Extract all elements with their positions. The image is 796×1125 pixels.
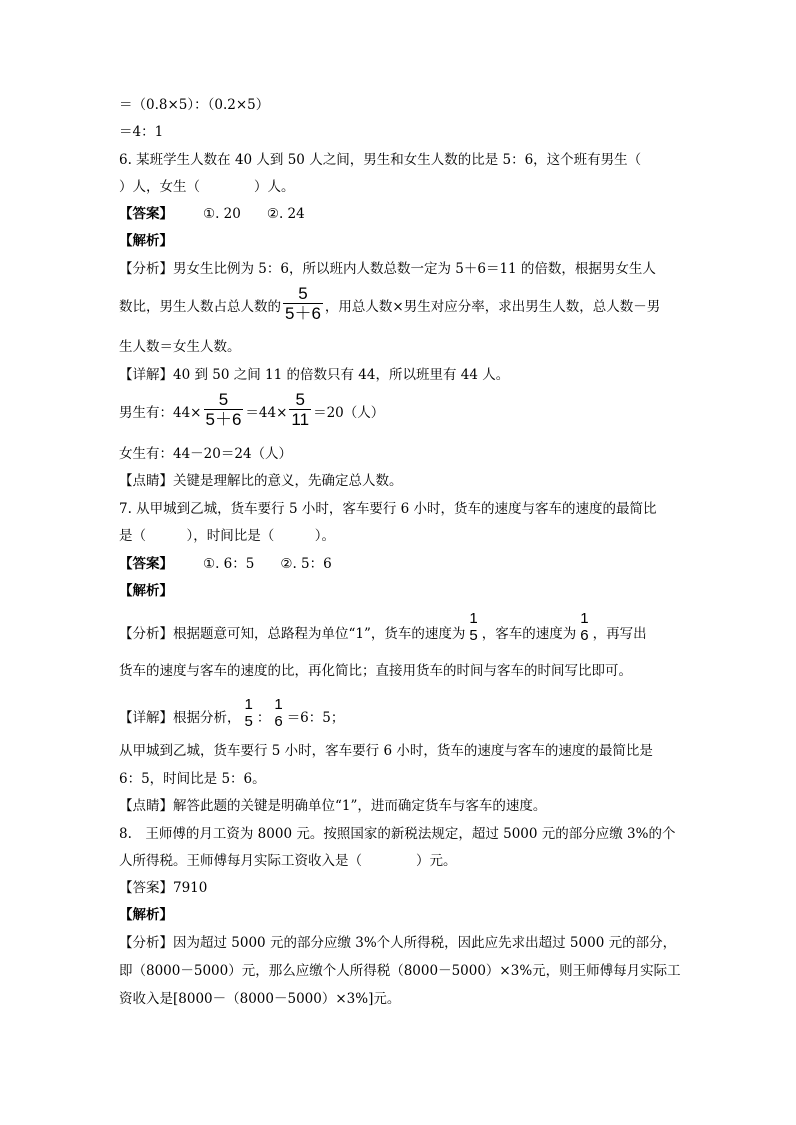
analysis-7-line-2: 货车的速度与客车的速度的比，再化简比；直接用货车的时间与客车的时间写比即可。	[119, 663, 632, 679]
fraction-denominator: 5＋6	[205, 410, 242, 429]
answer-label: 【答案】	[119, 556, 173, 572]
detail-6: 【详解】40 到 50 之间 11 的倍数只有 44，所以班里有 44 人。	[119, 367, 510, 383]
detail-7-line-1	[119, 695, 345, 736]
analysis-8-line-1: 【分析】因为超过 5000 元的部分应缴 3%个人所得税，因此应先求出超过 5000 元的部分，	[119, 935, 677, 951]
ratio-colon: ：	[256, 710, 271, 726]
analysis-8-line-2: 即（8000－5000）元，那么应缴个人所得税（8000－5000）×3%元，则王师傅每月实际工	[119, 963, 681, 979]
fraction-1-over-5	[467, 610, 479, 644]
detail-7-line-3: 6：5，时间比是 5：6。	[119, 771, 266, 787]
boys-text: 男生有：44×	[119, 405, 202, 421]
key-point-6: 【点睛】关键是理解比的意义，先确定总人数。	[119, 473, 403, 489]
fraction-numerator: 5	[298, 284, 308, 303]
fraction-numerator: 1	[274, 695, 283, 713]
question-8-line-1: 8. 王师傅的月工资为 8000 元。按照国家的新税法规定，超过 5000 元的部分应缴 3%的个	[119, 826, 676, 842]
fraction-denominator: 5＋6	[285, 304, 321, 323]
fraction-numerator: 5	[295, 390, 305, 409]
analysis-6-line-2	[119, 284, 661, 327]
fraction-5-over-5-plus-6-b	[204, 390, 244, 429]
boys-text-mid: ＝44×	[245, 405, 288, 421]
detail-7-text-end: ＝6：5；	[286, 710, 345, 726]
answer-6-part-2: ②. 24	[266, 206, 305, 222]
answer-6	[119, 205, 305, 223]
fraction-numerator: 1	[469, 609, 478, 627]
calc-line-2: ＝4：1	[119, 124, 164, 140]
fraction-1-over-5-b	[243, 696, 255, 730]
fraction-numerator: 1	[244, 695, 253, 713]
fraction-1-over-6-b	[272, 696, 284, 730]
fraction-5-over-11	[289, 390, 311, 429]
fraction-5-over-5-plus-6	[283, 284, 323, 323]
fraction-denominator: 5	[469, 626, 478, 644]
girls-count-line: 女生有：44－20＝24（人）	[119, 446, 293, 462]
analysis-7-text: 【分析】根据题意可知，总路程为单位“1”，货车的速度为	[119, 626, 466, 642]
answer-label: 【答案】	[119, 206, 173, 222]
question-6-line-1: 6. 某班学生人数在 40 人到 50 人之间，男生和女生人数的比是 5：6，这个班有男生（	[119, 152, 642, 168]
analysis-6-line-2-text-end: ，用总人数×男生对应分率，求出男生人数，总人数－男	[324, 299, 661, 315]
analysis-label-6: 【解析】	[119, 233, 173, 249]
fraction-denominator: 11	[291, 410, 310, 429]
analysis-6-line-3: 生人数＝女生人数。	[119, 339, 241, 355]
fraction-numerator: 1	[580, 609, 589, 627]
answer-7-part-2: ②. 5：6	[280, 556, 332, 572]
analysis-7-text-end: ，再写出	[592, 626, 647, 642]
fraction-denominator: 5	[244, 712, 253, 730]
fraction-1-over-6	[578, 610, 590, 644]
fraction-numerator: 5	[218, 390, 229, 409]
answer-8: 【答案】7910	[119, 880, 208, 896]
answer-7	[119, 555, 332, 573]
boys-count-line	[119, 390, 385, 433]
detail-7-line-2: 从甲城到乙城，货车要行 5 小时，客车要行 6 小时，货车的速度与客车的速度的最简比是	[119, 743, 653, 759]
analysis-6-line-1: 【分析】男女生比例为 5：6，所以班内人数总数一定为 5＋6＝11 的倍数，根据男女生人	[119, 261, 656, 277]
analysis-6-line-2-text: 数比，男生人数占总人数的	[119, 299, 281, 315]
question-8-line-2: 人所得税。王师傅每月实际工资收入是（ ）元。	[119, 853, 457, 869]
analysis-7-line-1	[119, 609, 647, 652]
fraction-denominator: 6	[580, 626, 589, 644]
analysis-label-7: 【解析】	[119, 583, 173, 599]
analysis-8-line-3: 资收入是[8000－（8000－5000）×3%]元。	[119, 991, 401, 1007]
question-7-line-2: 是（ ），时间比是（ ）。	[119, 528, 335, 544]
calc-line-1: ＝（0.8×5）：（0.2×5）	[119, 97, 270, 113]
question-6-line-2: ）人，女生（ ）人。	[119, 179, 295, 195]
answer-7-part-1: ①. 6：5	[203, 556, 255, 572]
question-7-line-1: 7. 从甲城到乙城，货车要行 5 小时，客车要行 6 小时，货车的速度与客车的速度的最简比	[119, 501, 657, 517]
key-point-7: 【点睛】解答此题的关键是明确单位“1”，进而确定货车与客车的速度。	[119, 798, 547, 814]
boys-text-end: ＝20（人）	[313, 405, 385, 421]
detail-7-text: 【详解】根据分析，	[119, 710, 241, 726]
analysis-7-text-mid: ，客车的速度为	[481, 626, 577, 642]
fraction-denominator: 6	[274, 712, 283, 730]
answer-6-part-1: ①. 20	[203, 206, 241, 222]
analysis-label-8: 【解析】	[119, 907, 173, 923]
